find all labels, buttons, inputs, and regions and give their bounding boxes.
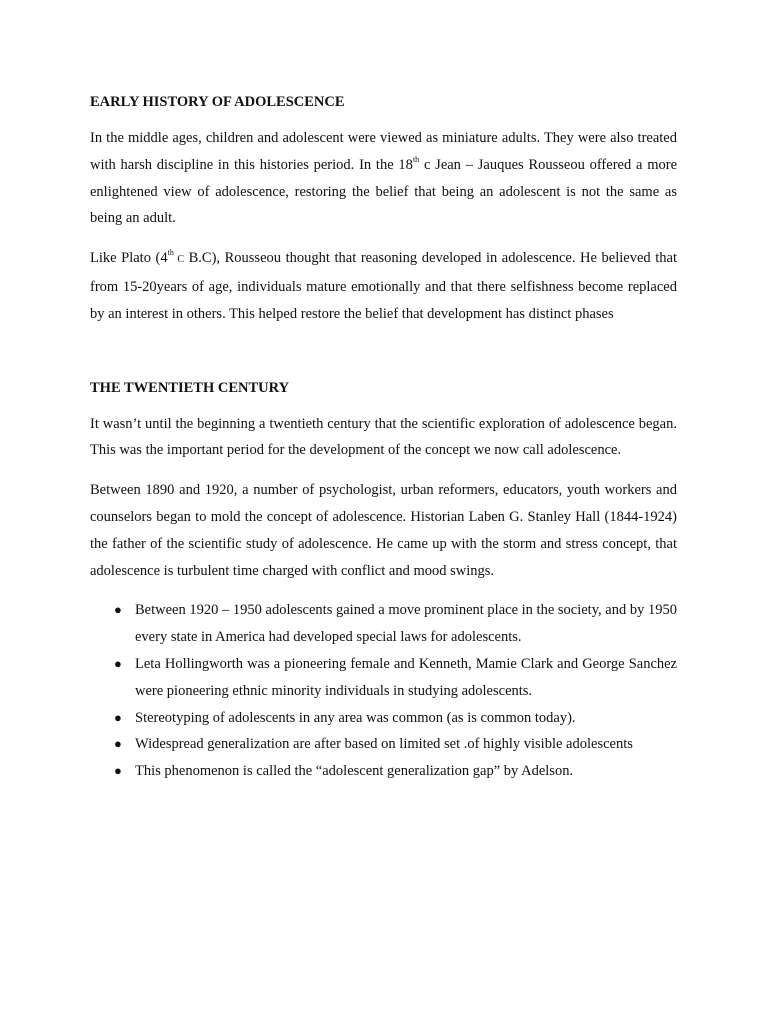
bullet-list xyxy=(90,597,677,785)
list-item-text: This phenomenon is called the “adolescent generalization gap” by Adelson. xyxy=(135,763,574,780)
section-heading-early-history: EARLY HISTORY OF ADOLESCENCE xyxy=(90,94,345,110)
list-item xyxy=(90,705,677,732)
bullet-icon: ● xyxy=(114,736,122,752)
list-item xyxy=(90,651,677,705)
document-body xyxy=(90,92,677,785)
list-item-text: Leta Hollingworth was a pioneering female and Kenneth, Mamie Clark and George Sanchez were pioneering ethnic minority individuals in studying adolescents. xyxy=(135,655,677,699)
section-heading-twentieth-century: THE TWENTIETH CENTURY xyxy=(90,379,290,396)
list-item-text: Widespread generalization are after based on limited set .of highly visible adolescents xyxy=(135,736,633,753)
paragraph-text: In the middle ages, children and adolescent were viewed as miniature adults. They were also treated with harsh discipline in this histories period. In the 18 xyxy=(90,130,677,173)
bullet-icon: ● xyxy=(114,709,122,725)
list-item-text: Stereotyping of adolescents in any area was common (as is common today). xyxy=(135,709,576,726)
paragraph-text: Like Plato (4 xyxy=(90,250,168,267)
list-item xyxy=(90,731,677,758)
list-item xyxy=(90,758,677,785)
list-item-text: Between 1920 – 1950 adolescents gained a move prominent place in the society, and by 1950 every state in America had developed special laws for adolescents. xyxy=(135,602,677,646)
bullet-icon: ● xyxy=(114,602,122,618)
small-c: C xyxy=(173,254,185,266)
list-item xyxy=(90,597,677,651)
paragraph-text: c Jean – Jauques Rousseou offered a more enlightened view of adolescence, restoring the belief that being an adolescent is not the same as being an adult. xyxy=(90,156,678,227)
paragraph-twentieth-intro: It wasn’t until the beginning a twentieth century that the scientific exploration of adolescence began. This was the important period for the development of the concept we now call adolescence. xyxy=(90,415,677,459)
paragraph-plato xyxy=(90,245,677,327)
paragraph-1890-1920: Between 1890 and 1920, a number of psychologist, urban reformers, educators, youth workers and counselors began to mold the concept of adolescence. Historian Laben G. Stanley Hall (1844-1924) the father of the scientific study of adolescence. He came up with the storm and stress concept, that adolescence is turbulent time charged with conflict and mood swings. xyxy=(90,482,677,579)
bullet-icon: ● xyxy=(114,763,122,779)
superscript: th xyxy=(167,248,174,258)
paragraph-middle-ages xyxy=(90,125,677,232)
paragraph-text: B.C), Rousseou thought that reasoning developed in adolescence. He believed that from 15-20years of age, individuals mature emotionally and that there selfishness become replaced by an interest in others. This helped restore the belief that development has distinct phases xyxy=(90,250,677,322)
superscript: th xyxy=(412,154,420,164)
bullet-icon: ● xyxy=(114,655,122,671)
